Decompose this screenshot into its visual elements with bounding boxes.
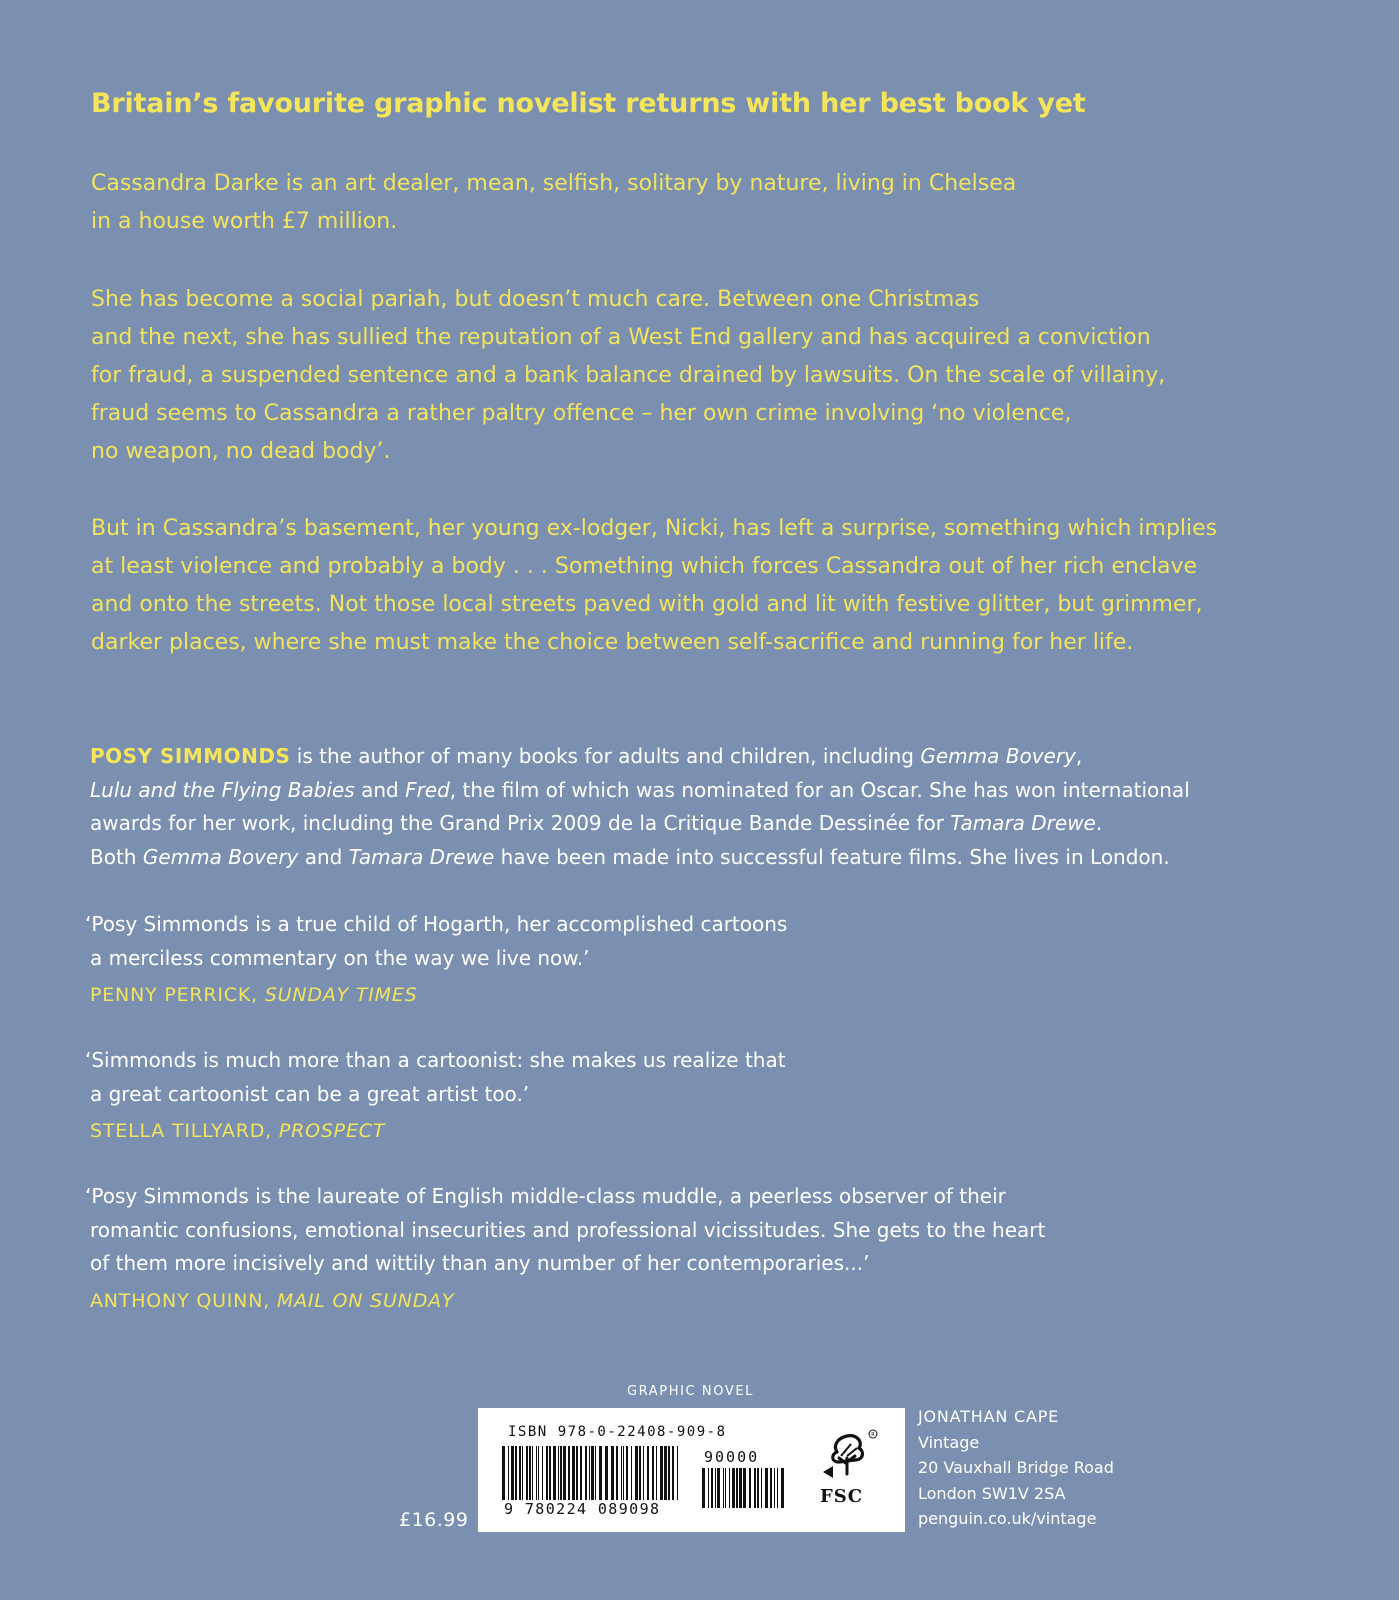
barcode-bar — [717, 1468, 720, 1508]
review-quote-1 — [85, 908, 787, 1013]
publisher-city: London SW1V 2SA — [918, 1483, 1066, 1503]
bio-text: have been made into successful feature films. She lives in London. — [494, 844, 1170, 869]
barcode-bar — [736, 1468, 738, 1508]
barcode-bar — [605, 1446, 608, 1500]
barcode-bar — [660, 1446, 663, 1500]
svg-text:R: R — [871, 1432, 875, 1438]
book-title: Lulu and the Flying Babies — [90, 777, 355, 802]
barcode-bar — [781, 1468, 784, 1508]
isbn-label: ISBN — [508, 1424, 548, 1440]
blurb-line: at least violence and probably a body . . . Something which forces Cassandra out of her rich enclave — [91, 554, 1198, 579]
barcode-bar — [754, 1468, 756, 1508]
barcode-bar — [777, 1468, 778, 1508]
barcode-bar — [729, 1468, 730, 1508]
barcode-bar — [580, 1446, 582, 1500]
barcode-bar — [515, 1446, 517, 1500]
barcode-bar — [774, 1468, 775, 1508]
quote-line: a merciless commentary on the way we live now.’ — [90, 945, 590, 970]
quote-line: ‘Posy Simmonds is the laureate of English middle-class muddle, a peerless observer of their — [85, 1184, 1006, 1208]
barcode-bar — [568, 1446, 570, 1500]
barcode-bar — [770, 1468, 772, 1508]
blurb-line: and the next, she has sullied the reputation of a West End gallery and has acquired a conviction — [91, 325, 1151, 350]
barcode-bar — [743, 1468, 746, 1508]
barcode-bar — [519, 1446, 521, 1500]
publication-name: MAIL ON SUNDAY — [276, 1289, 455, 1312]
barcode-bar — [560, 1446, 562, 1500]
barcode-bar — [643, 1446, 644, 1500]
isbn-number: 978-0-22408-909-8 — [557, 1424, 727, 1440]
barcode-bar — [532, 1446, 533, 1500]
barcode-bar — [652, 1446, 654, 1500]
bio-line — [90, 841, 1340, 875]
barcode-bar — [538, 1446, 539, 1500]
barcode-bar — [511, 1446, 514, 1500]
price: £16.99 — [399, 1509, 469, 1531]
blurb-paragraph-3 — [91, 510, 1341, 662]
reviewer-name: ANTHONY QUINN, — [90, 1289, 277, 1312]
genre-label: GRAPHIC NOVEL — [627, 1384, 755, 1399]
review-quote-2 — [85, 1044, 786, 1149]
barcode-bar — [761, 1468, 762, 1508]
blurb-line: and onto the streets. Not those local streets paved with gold and lit with festive glitter, but grimmer, — [91, 592, 1203, 617]
quote-source — [85, 979, 787, 1013]
barcode-bar — [656, 1446, 657, 1500]
barcode-bar — [591, 1446, 594, 1500]
quote-line: romantic confusions, emotional insecurities and professional vicissitudes. She gets to the heart — [90, 1217, 1046, 1242]
barcode-bar — [739, 1468, 742, 1508]
addon-barcode — [702, 1468, 786, 1510]
barcode-bar — [563, 1446, 566, 1500]
barcode-bar — [711, 1468, 713, 1508]
barcode-bar — [664, 1446, 667, 1500]
publisher-street: 20 Vauxhall Bridge Road — [918, 1458, 1114, 1477]
barcode-bar — [522, 1446, 523, 1500]
barcode-bar — [546, 1446, 548, 1500]
quote-line: ‘Simmonds is much more than a cartoonist: she makes us realize that — [85, 1048, 786, 1072]
ean-digits: 9 780224 089098 — [504, 1500, 661, 1518]
fsc-label: FSC — [820, 1486, 864, 1507]
barcode-bar — [595, 1446, 596, 1500]
blurb-line: fraud seems to Cassandra a rather paltry offence – her own crime involving ‘no violence, — [91, 401, 1072, 426]
blurb-line: darker places, where she must make the choice between self-sacrifice and running for her life. — [91, 630, 1134, 655]
quote-source — [85, 1285, 1045, 1319]
book-title: Gemma Bovery — [920, 744, 1076, 768]
ean-barcode — [502, 1446, 682, 1502]
publisher-group: Vintage — [918, 1432, 980, 1452]
bio-text: is the author of many books for adults and children, including — [290, 744, 921, 768]
bio-text: Both — [90, 844, 143, 869]
barcode-bar — [626, 1446, 628, 1500]
barcode-bar — [572, 1446, 575, 1500]
publication-name: PROSPECT — [278, 1120, 386, 1142]
barcode-bar — [677, 1446, 678, 1500]
quote-source — [85, 1115, 786, 1149]
isbn-text — [508, 1424, 727, 1440]
blurb-line: in a house worth £7 million. — [91, 209, 398, 234]
barcode-bar — [749, 1468, 751, 1508]
bio-text: , the film of which was nominated for an Oscar. She has won international — [449, 777, 1190, 802]
barcode-bar — [623, 1446, 624, 1500]
book-title: Gemma Bovery — [142, 844, 299, 869]
author-bio — [90, 740, 1340, 874]
blurb-line: for fraud, a suspended sentence and a bank balance drained by lawsuits. On the scale of villainy, — [91, 363, 1166, 388]
barcode-bar — [725, 1468, 726, 1508]
bio-line — [90, 807, 1340, 841]
bio-text: awards for her work, including the Grand Prix 2009 de la Critique Bande Dessinée for — [90, 811, 951, 835]
book-title: Fred — [405, 777, 450, 802]
barcode-bar — [599, 1446, 602, 1500]
blurb-line: But in Cassandra’s basement, her young ex-lodger, Nicki, has left a surprise, something which implies — [91, 516, 1218, 541]
bio-text: , — [1075, 744, 1083, 768]
bio-text: and — [354, 777, 406, 802]
book-title: Tamara Drewe — [348, 844, 495, 869]
publisher-imprint: JONATHAN CAPE — [918, 1407, 1060, 1426]
quote-line: ‘Posy Simmonds is a true child of Hogarth, her accomplished cartoons — [85, 912, 788, 936]
barcode-bar — [589, 1446, 590, 1500]
barcode-bar — [508, 1446, 509, 1500]
barcode-bar — [611, 1446, 614, 1500]
reviewer-name: PENNY PERRICK, — [90, 984, 265, 1006]
barcode-bar — [635, 1446, 638, 1500]
barcode-bar — [529, 1446, 531, 1500]
addon-digits: 90000 — [704, 1448, 760, 1466]
bio-line — [90, 740, 1340, 774]
blurb-paragraph-1 — [91, 165, 1341, 241]
barcode-bar — [647, 1446, 649, 1500]
review-quote-3 — [85, 1180, 1045, 1318]
barcode-bar — [631, 1446, 632, 1500]
barcode-bar — [668, 1446, 670, 1500]
blurb-line: Cassandra Darke is an art dealer, mean, selfish, solitary by nature, living in Chelsea — [91, 171, 1017, 196]
barcode-bar — [715, 1468, 716, 1508]
publication-name: SUNDAY TIMES — [264, 984, 418, 1006]
barcode-bar — [576, 1446, 578, 1500]
barcode-bar — [542, 1446, 543, 1500]
barcode-bar — [702, 1468, 705, 1508]
fsc-tree-logo — [813, 1428, 883, 1486]
barcode-bar — [732, 1468, 735, 1508]
book-title: Tamara Drewe — [950, 811, 1096, 835]
barcode-bar — [621, 1446, 622, 1500]
barcode-bar — [672, 1446, 674, 1500]
barcode-bar — [723, 1468, 724, 1508]
barcode-panel — [478, 1408, 905, 1532]
barcode-bar — [616, 1446, 618, 1500]
barcode-bar — [639, 1446, 641, 1500]
blurb-line: no weapon, no dead body’. — [91, 439, 391, 464]
barcode-bar — [549, 1446, 551, 1500]
quote-line: a great cartoonist can be a great artist too.’ — [90, 1081, 530, 1106]
barcode-bar — [526, 1446, 528, 1500]
publisher-info — [918, 1404, 1114, 1532]
publisher-website: penguin.co.uk/vintage — [918, 1509, 1097, 1528]
quote-line: of them more incisively and wittily than any number of her contemporaries...’ — [90, 1251, 870, 1275]
bio-line — [90, 774, 1340, 808]
bio-text: . — [1095, 811, 1103, 835]
barcode-bar — [502, 1446, 505, 1500]
barcode-bar — [536, 1446, 537, 1500]
blurb-line: She has become a social pariah, but doesn’t much care. Between one Christmas — [91, 287, 980, 312]
barcode-bar — [553, 1446, 556, 1500]
reviewer-name: STELLA TILLYARD, — [90, 1120, 279, 1142]
barcode-bar — [757, 1468, 759, 1508]
barcode-bar — [765, 1468, 768, 1508]
barcode-bar — [558, 1446, 559, 1500]
barcode-bar — [585, 1446, 587, 1500]
barcode-bar — [708, 1468, 709, 1508]
blurb-paragraph-2 — [91, 281, 1341, 471]
headline: Britain’s favourite graphic novelist returns with her best book yet — [91, 88, 1086, 119]
author-name: POSY SIMMONDS — [90, 744, 291, 768]
bio-text: and — [298, 844, 349, 869]
